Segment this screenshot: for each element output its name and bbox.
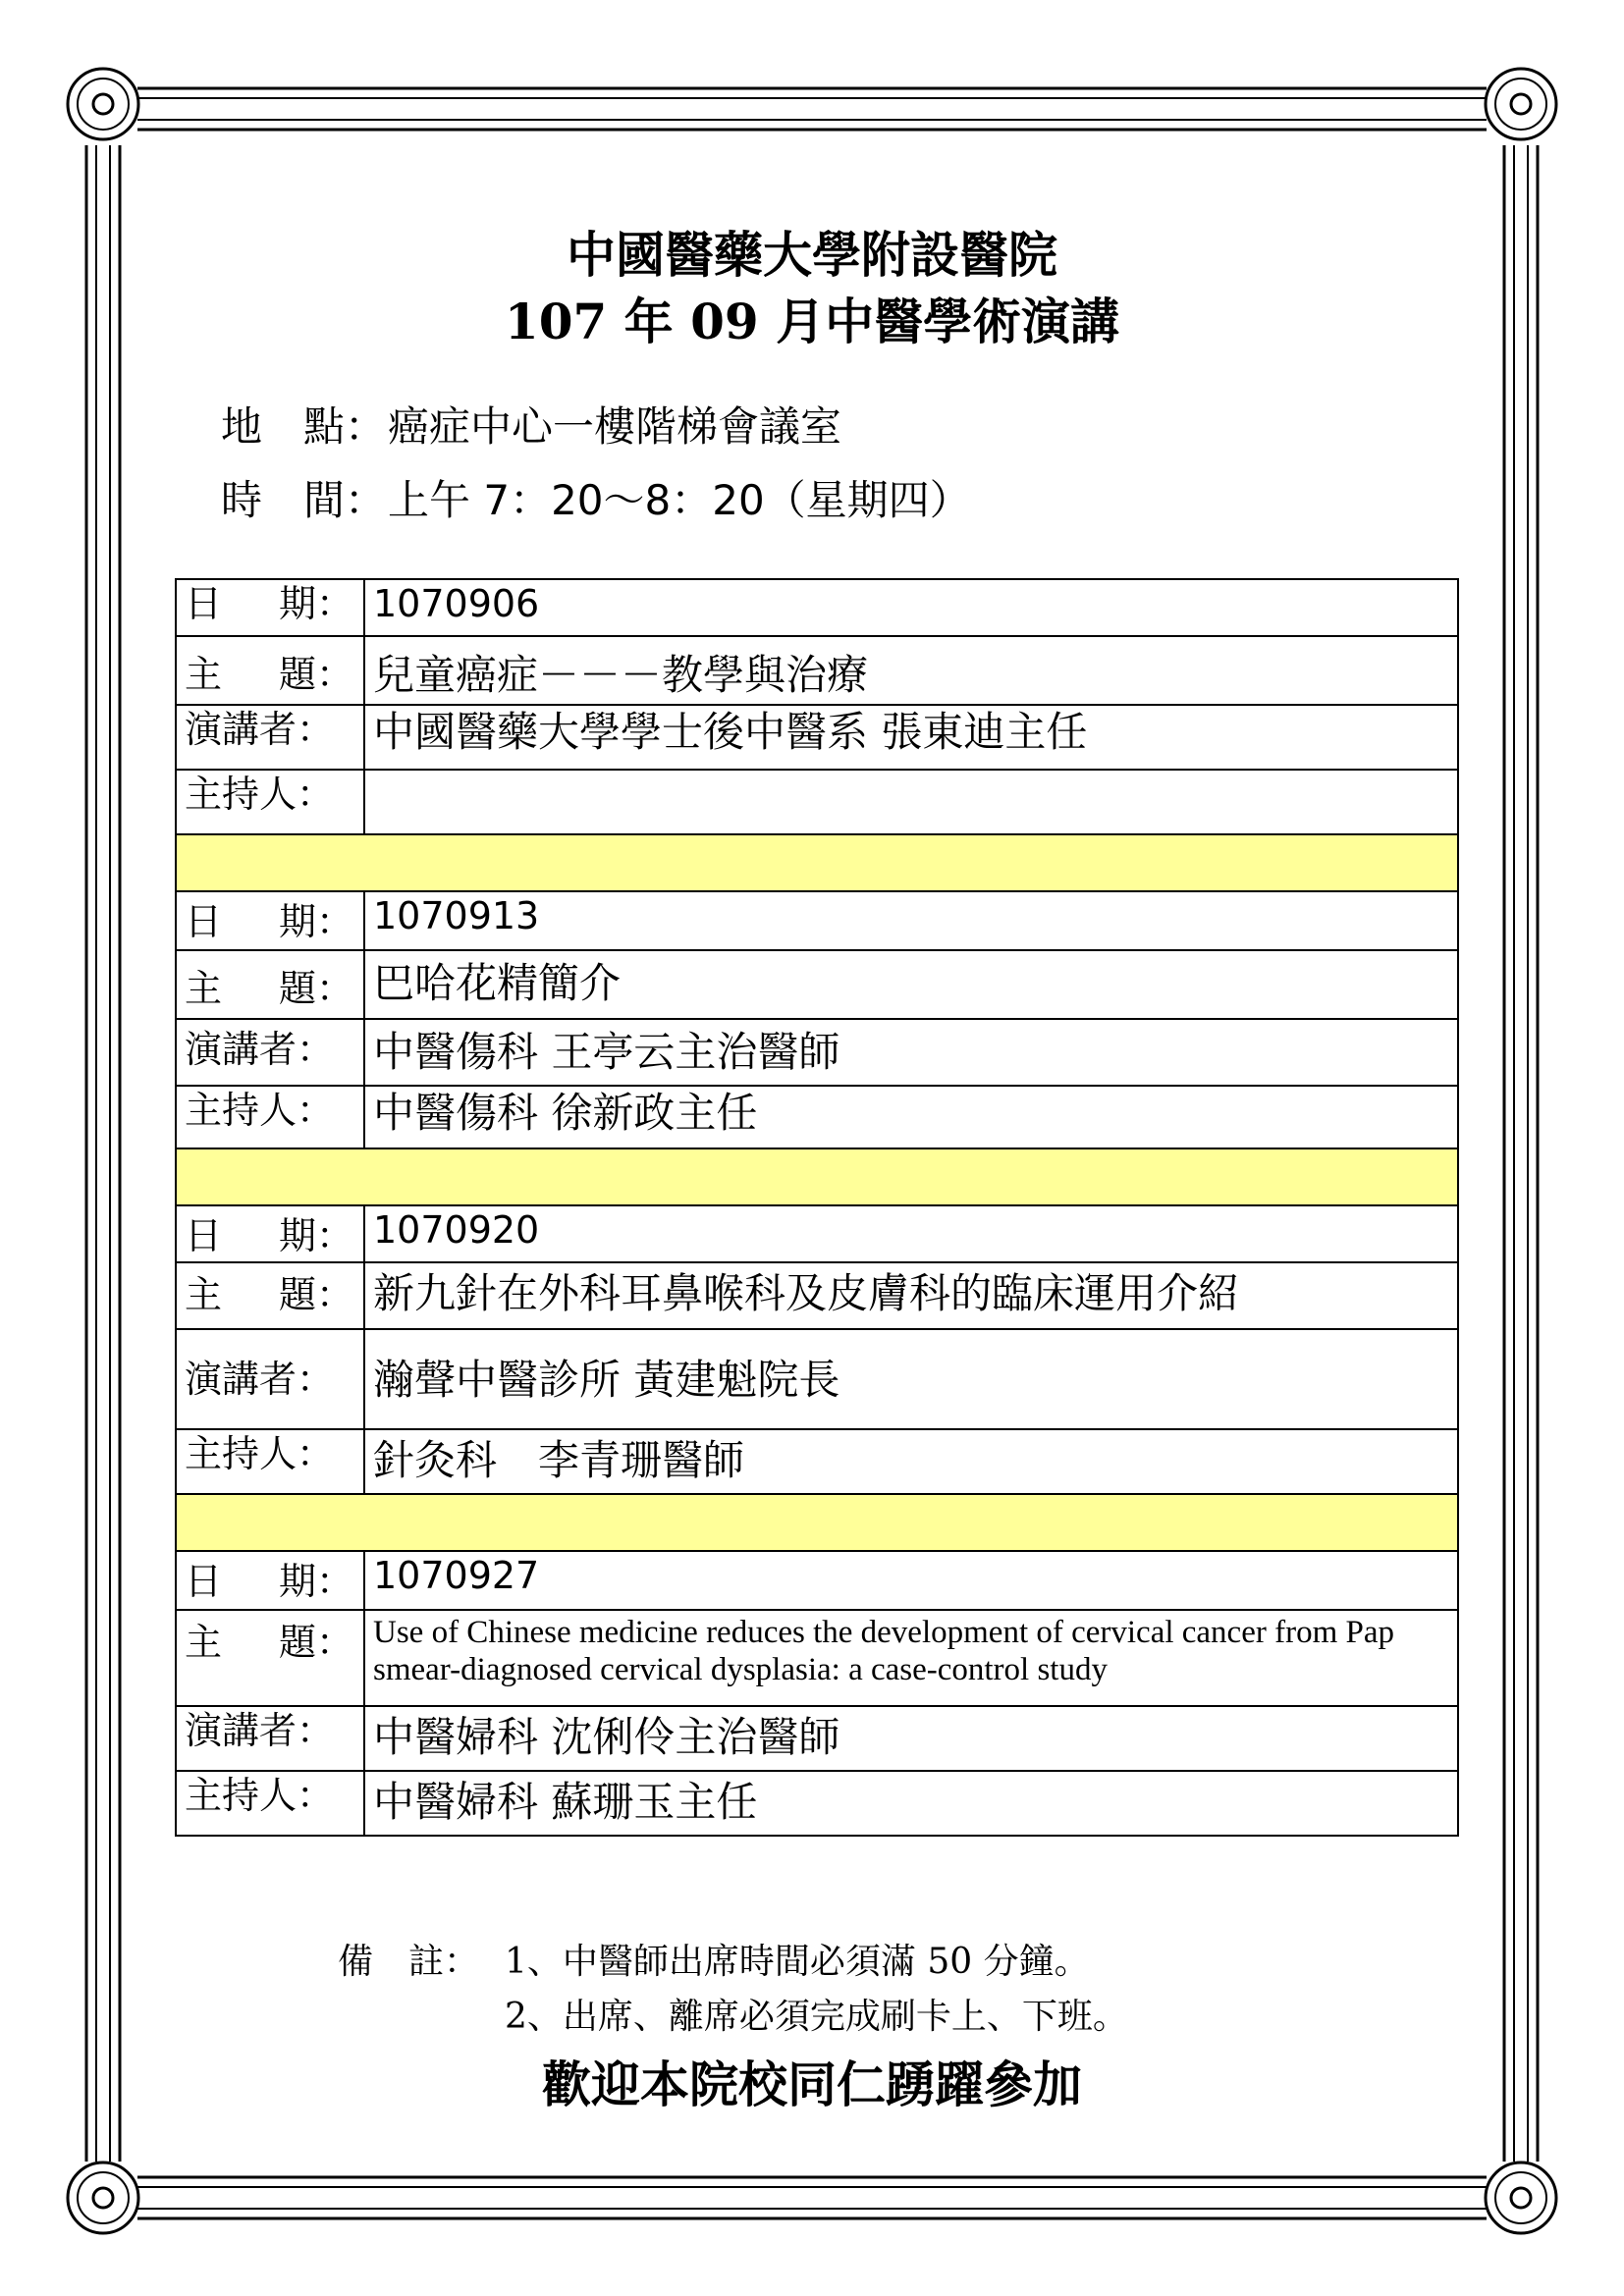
- speaker-label: 演講者：: [176, 1329, 364, 1429]
- time-label: 時 間：: [221, 476, 387, 524]
- table-row: [176, 1262, 1458, 1329]
- topic-label: 主 題：: [176, 636, 364, 705]
- session-date: 1070906: [364, 579, 1458, 636]
- spacer-row: [176, 834, 1458, 891]
- table-row: [176, 1771, 1458, 1836]
- table-row: [176, 1205, 1458, 1262]
- table-row: [176, 1610, 1458, 1706]
- table-row: [176, 1329, 1458, 1429]
- table-row: [176, 1551, 1458, 1610]
- session-date: 1070927: [364, 1551, 1458, 1610]
- host-label: 主持人：: [176, 1429, 364, 1494]
- table-row: [176, 770, 1458, 834]
- table-row: [176, 891, 1458, 950]
- session-speaker: 中國醫藥大學學士後中醫系 張東迪主任: [364, 705, 1458, 770]
- session-host: 中醫婦科 蘇珊玉主任: [364, 1771, 1458, 1836]
- session-date: 1070920: [364, 1205, 1458, 1262]
- spacer-row: [176, 1494, 1458, 1551]
- session-topic: Use of Chinese medicine reduces the development of cervical cancer from Pap smear-diagnosed cervical dysplasia: a case-control study: [364, 1610, 1458, 1706]
- session-host: 針灸科 李青珊醫師: [364, 1429, 1458, 1494]
- table-row: [176, 579, 1458, 636]
- session-topic: 新九針在外科耳鼻喉科及皮膚科的臨床運用介紹: [364, 1262, 1458, 1329]
- table-row: [176, 1086, 1458, 1148]
- time-line: [221, 474, 971, 527]
- date-label: 日 期：: [176, 1205, 364, 1262]
- table-row: [176, 950, 1458, 1019]
- date-label: 日 期：: [176, 579, 364, 636]
- note-label: 備 註：: [338, 1942, 480, 1982]
- session-host: 中醫傷科 徐新政主任: [364, 1086, 1458, 1148]
- location-label: 地 點：: [221, 402, 387, 451]
- note-line-1: [338, 1939, 1090, 1986]
- welcome-message: 歡迎本院校同仁踴躍參加: [542, 2056, 1082, 2113]
- session-speaker: 中醫傷科 王亭云主治醫師: [364, 1019, 1458, 1086]
- note-text-1: 1、中醫師出席時間必須滿 50 分鐘。: [505, 1942, 1090, 1982]
- page-subtitle: 107 年 09 月中醫學術演講: [504, 293, 1120, 350]
- date-label: 日 期：: [176, 891, 364, 950]
- speaker-label: 演講者：: [176, 1706, 364, 1771]
- time-value: 上午 7：20～8：20（星期四）: [388, 476, 971, 524]
- table-row: [176, 1429, 1458, 1494]
- table-row: [176, 1706, 1458, 1771]
- speaker-label: 演講者：: [176, 1019, 364, 1086]
- session-speaker: 瀚聲中醫診所 黃建魁院長: [364, 1329, 1458, 1429]
- speaker-label: 演講者：: [176, 705, 364, 770]
- location-line: [221, 400, 841, 454]
- session-topic: 兒童癌症－－－教學與治療: [364, 636, 1458, 705]
- location-value: 癌症中心一樓階梯會議室: [388, 402, 842, 451]
- table-row: [176, 636, 1458, 705]
- host-label: 主持人：: [176, 1771, 364, 1836]
- table-row: [176, 1019, 1458, 1086]
- host-label: 主持人：: [176, 1086, 364, 1148]
- table-row: [176, 705, 1458, 770]
- date-label: 日 期：: [176, 1551, 364, 1610]
- topic-label: 主 題：: [176, 1262, 364, 1329]
- note-text-2: 2、出席、離席必須完成刷卡上、下班。: [505, 1997, 1128, 2037]
- session-topic: 巴哈花精簡介: [364, 950, 1458, 1019]
- topic-label: 主 題：: [176, 1610, 364, 1706]
- page-title: 中國醫藥大學附設醫院: [567, 226, 1057, 284]
- host-label: 主持人：: [176, 770, 364, 834]
- session-host: [364, 770, 1458, 834]
- spacer-row: [176, 1148, 1458, 1205]
- session-date: 1070913: [364, 891, 1458, 950]
- schedule-table: [175, 578, 1459, 1837]
- session-speaker: 中醫婦科 沈俐伶主治醫師: [364, 1706, 1458, 1771]
- topic-label: 主 題：: [176, 950, 364, 1019]
